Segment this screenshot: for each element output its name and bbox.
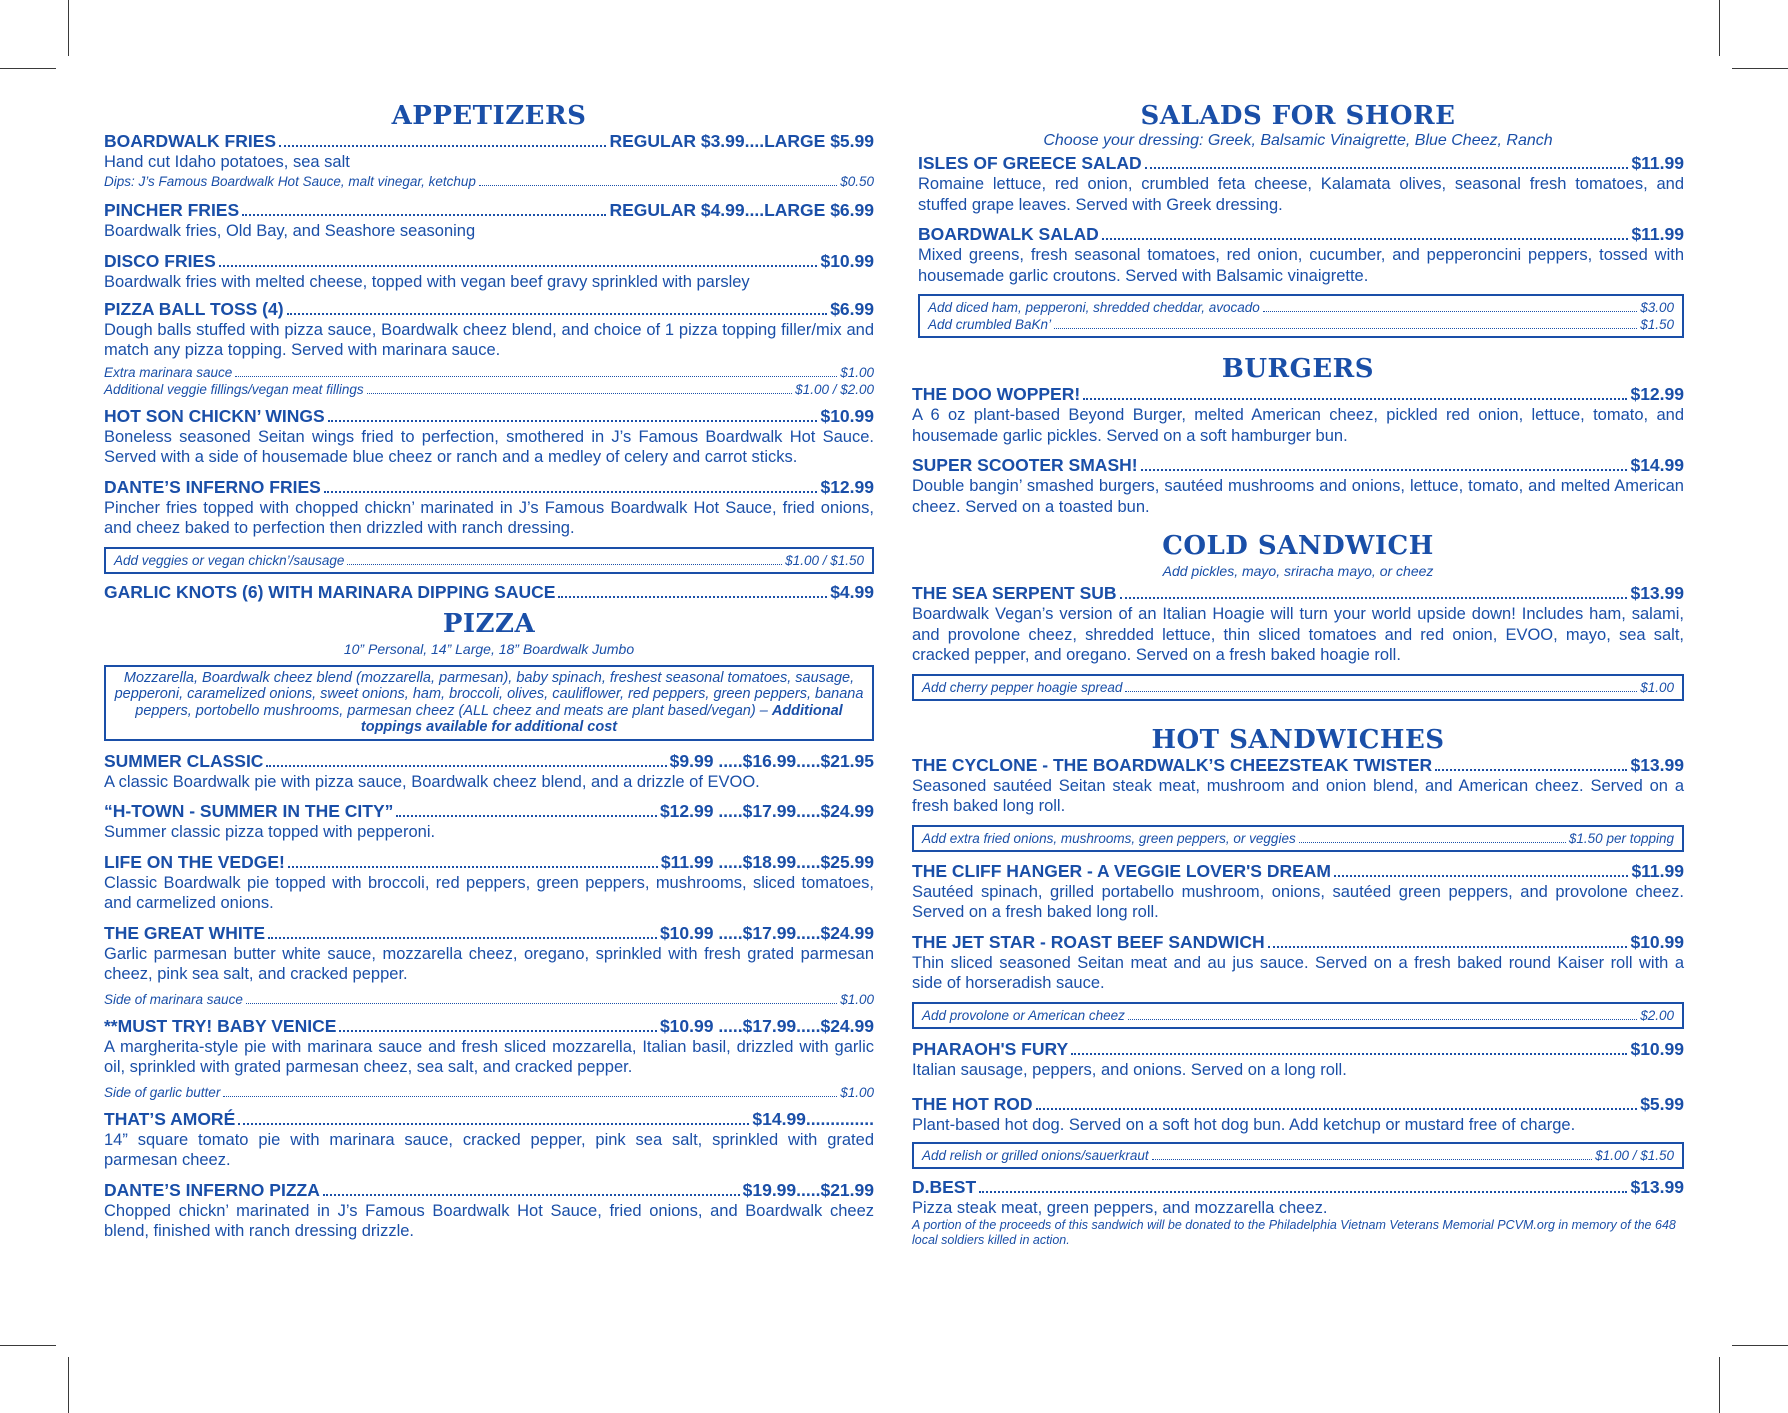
item-description: Pizza steak meat, green peppers, and mozzarella cheez.	[912, 1198, 1328, 1217]
item-name: **MUST TRY! BABY VENICE	[104, 1015, 337, 1036]
item-price: $11.99	[1631, 224, 1684, 244]
dot-leader	[1263, 311, 1637, 312]
item-description: Plant-based hot dog. Served on a soft hot dog bun. Add ketchup or mustard free of charge.	[912, 1116, 1576, 1134]
dot-leader	[558, 596, 827, 598]
item-price: $12.99	[1630, 384, 1684, 404]
menu-item-the-cyclone	[912, 755, 1684, 817]
addon-label: Add provolone or American cheez	[922, 1007, 1125, 1023]
menu-item-sea-serpent-sub	[912, 583, 1684, 666]
item-header	[104, 751, 874, 772]
item-name: PIZZA BALL TOSS (4)	[104, 298, 284, 319]
salads-addon-box	[918, 294, 1684, 338]
addon-label: Side of garlic butter	[104, 1084, 221, 1100]
addon-price: $1.00	[840, 364, 874, 380]
dot-leader	[1152, 1159, 1593, 1160]
menu-item-d-best	[912, 1177, 1684, 1249]
item-header	[912, 384, 1684, 405]
item-name: THE DOO WOPPER!	[912, 384, 1081, 404]
item-price: REGULAR $3.99....LARGE $5.99	[609, 131, 874, 151]
addon-label: Add crumbled BaKn’	[928, 317, 1052, 332]
appetizers-heading: APPETIZERS	[391, 101, 587, 131]
item-name: SUPER SCOOTER SMASH!	[912, 455, 1138, 475]
item-header	[912, 1039, 1684, 1060]
item-name: PHARAOH'S FURY	[912, 1038, 1069, 1059]
addon-label: Add diced ham, pepperoni, shredded cheddar, avocado	[928, 300, 1260, 315]
item-description: Double bangin’ smashed burgers, sautéed mushrooms and onions, lettuce, tomato, and melted American cheez. Served on a toasted bun.	[912, 477, 1684, 516]
item-price: $13.99	[1630, 754, 1684, 775]
salads-dressing-note: Choose your dressing: Greek, Balsamic Vinaigrette, Blue Cheez, Ranch	[1043, 132, 1553, 149]
dot-leader	[1125, 691, 1637, 692]
item-description: Mixed greens, fresh seasonal tomatoes, red onion, cucumber, and pepperoncini peppers, tossed with housemade garlic croutons. Served with Balsamic vinaigrette.	[918, 246, 1684, 285]
addon-label: Additional veggie fillings/vegan meat fillings	[104, 381, 364, 397]
menu-item-boardwalk-fries	[104, 131, 874, 190]
addon-row	[922, 679, 1674, 696]
addon-row	[922, 1007, 1674, 1024]
addon-price: $0.50	[840, 173, 874, 189]
hot-addon-box-2	[912, 1002, 1684, 1029]
addon-price: $1.00 / $1.50	[785, 552, 864, 568]
item-header	[104, 477, 874, 498]
dot-leader	[268, 937, 657, 939]
menu-item-hot-rod	[912, 1094, 1684, 1136]
addon-row	[104, 991, 874, 1008]
addon-row	[922, 1147, 1674, 1164]
item-price: $10.99 .....$17.99.....$24.99	[659, 1015, 874, 1036]
item-header	[912, 1094, 1684, 1115]
item-description: Pincher fries topped with chopped chickn’ marinated in J’s Famous Boardwalk Hot Sauce, fried onions, and cheez baked to perfection then drizzled with ranch dressing.	[104, 498, 874, 537]
dot-leader	[242, 214, 606, 216]
item-header	[104, 299, 874, 320]
item-price: $4.99	[830, 581, 874, 602]
dot-leader	[1268, 946, 1628, 948]
dot-leader	[339, 1030, 657, 1032]
addon-row	[104, 173, 874, 190]
burgers-heading: BURGERS	[1221, 354, 1375, 384]
menu-item-life-on-the-vedge	[104, 852, 874, 914]
item-name: BOARDWALK FRIES	[104, 131, 277, 151]
addon-price: $1.00 / $1.50	[1595, 1147, 1674, 1163]
item-name: LIFE ON THE VEDGE!	[104, 851, 285, 872]
item-description: Dough balls stuffed with pizza sauce, Boardwalk cheez blend, and choice of 1 pizza topping filler/mix and match any pizza topping. Served with marinara sauce.	[104, 320, 874, 359]
item-header	[912, 455, 1684, 476]
cold-sandwich-heading: COLD SANDWICH	[1162, 531, 1434, 561]
cold-addon-box	[912, 674, 1684, 701]
item-name: SUMMER CLASSIC	[104, 750, 264, 771]
menu-item-pincher-fries	[104, 200, 874, 242]
dot-leader	[367, 393, 793, 394]
addon-price: $1.00	[840, 1084, 874, 1100]
item-description: Chopped chickn’ marinated in J’s Famous Boardwalk Hot Sauce, fried onions, and Boardwalk cheez blend, finished with ranch dressing drizzle.	[104, 1201, 874, 1240]
hot-sandwiches-heading: HOT SANDWICHES	[1151, 724, 1445, 755]
menu-item-baby-venice	[104, 1016, 874, 1101]
dot-leader	[1334, 875, 1628, 877]
addon-price: $1.00	[840, 991, 874, 1007]
item-description: Classic Boardwalk pie topped with broccoli, red peppers, green peppers, mushrooms, sliced tomatoes, and carmelized onions.	[104, 873, 874, 912]
dot-leader	[347, 564, 782, 565]
item-description: A classic Boardwalk pie with pizza sauce, Boardwalk cheez blend, and a drizzle of EVOO.	[104, 772, 760, 791]
item-price: $9.99 .....$16.99.....$21.95	[669, 750, 874, 771]
donation-note: A portion of the proceeds of this sandwich will be donated to the Philadelphia Vietnam Veterans Memorial PCVM.org in memory of the 648 local soldiers killed in action.	[912, 1218, 1676, 1247]
dot-leader	[1145, 167, 1629, 169]
menu-item-isles-of-greece	[912, 153, 1684, 215]
item-price: REGULAR $4.99....LARGE $6.99	[609, 199, 874, 220]
item-header	[912, 861, 1684, 882]
item-price: $12.99	[820, 476, 874, 497]
item-name: BOARDWALK SALAD	[918, 224, 1099, 244]
item-description: Garlic parmesan butter white sauce, mozzarella cheez, oregano, sprinkled with fresh grated parmesan cheez, pink sea salt, and cracked pepper.	[104, 944, 874, 983]
addon-price: $1.00 / $2.00	[795, 381, 874, 397]
addon-row	[104, 381, 874, 398]
item-description: Boardwalk fries with melted cheese, topped with vegan beef gravy sprinkled with parsley	[104, 273, 750, 291]
dot-leader	[1299, 842, 1566, 843]
item-name: THE JET STAR - ROAST BEEF SANDWICH	[912, 931, 1265, 952]
addon-label: Add cherry pepper hoagie spread	[922, 679, 1123, 695]
menu-item-great-white	[104, 923, 874, 1008]
pizza-sizes: 10” Personal, 14” Large, 18” Boardwalk Jumbo	[343, 640, 635, 657]
item-name: GARLIC KNOTS (6) WITH MARINARA DIPPING SAUCE	[104, 581, 556, 602]
dot-leader	[288, 866, 658, 868]
crop-mark	[68, 1357, 69, 1413]
addon-label: Add relish or grilled onions/sauerkraut	[922, 1147, 1149, 1163]
item-description: 14” square tomato pie with marinara sauce, cracked pepper, pink sea salt, sprinkled with grated parmesan cheez.	[104, 1130, 874, 1169]
toppings-text	[114, 670, 864, 736]
item-price: $11.99 .....$18.99.....$25.99	[660, 851, 874, 872]
dot-leader	[238, 1123, 749, 1125]
cold-sandwich-note: Add pickles, mayo, sriracha mayo, or cheez	[1162, 563, 1434, 579]
item-name: DANTE’S INFERNO PIZZA	[104, 1179, 320, 1200]
menu-item-disco-fries	[104, 251, 874, 293]
item-description: A margherita-style pie with marinara sauce and fresh sliced mozzarella, Italian basil, drizzled with garlic oil, sprinkled with grated parmesan cheez, sea salt, and cracked pepper.	[104, 1037, 874, 1076]
menu-item-super-scooter-smash	[912, 455, 1684, 517]
dot-leader	[279, 145, 606, 147]
item-header	[104, 200, 874, 221]
item-description: Sautéed spinach, grilled portabello mushroom, onions, sautéed green peppers, and provolone cheez. Served on a fresh baked long roll.	[912, 882, 1684, 921]
dot-leader	[1435, 769, 1627, 771]
dot-leader	[287, 313, 828, 315]
item-price: $12.99 .....$17.99.....$24.99	[659, 801, 874, 821]
item-header	[104, 923, 874, 944]
crop-mark	[1719, 1357, 1720, 1413]
item-description: Seasoned sautéed Seitan steak meat, mushroom and onion blend, and American cheez. Served on a fresh baked long roll.	[912, 776, 1684, 815]
crop-mark	[1732, 68, 1788, 69]
item-price: $11.99	[1631, 860, 1684, 881]
dot-leader	[1128, 1019, 1637, 1020]
item-name: THE SEA SERPENT SUB	[912, 583, 1117, 603]
appetizers-addon-box	[104, 547, 874, 574]
item-price: $19.99.....$21.99	[742, 1179, 874, 1200]
addon-row	[104, 1084, 874, 1101]
item-description: Romaine lettuce, red onion, crumbled feta cheese, Kalamata olives, seasonal fresh tomatoes, and stuffed grape leaves. Served with Greek dressing.	[918, 175, 1684, 214]
item-header	[912, 932, 1684, 953]
addon-row	[928, 299, 1674, 316]
item-header	[104, 801, 874, 822]
dot-leader	[479, 185, 837, 186]
dot-leader	[323, 1194, 740, 1196]
item-description: A 6 oz plant-based Beyond Burger, melted American cheez, pickled red onion, lettuce, tomato, and housemade garlic pickles. Served on a soft hamburger bun.	[912, 406, 1684, 445]
item-header	[912, 755, 1684, 776]
addon-label: Dips: J’s Famous Boardwalk Hot Sauce, malt vinegar, ketchup	[104, 173, 476, 189]
menu-item-doo-wopper	[912, 384, 1684, 446]
toppings-list: Mozzarella, Boardwalk cheez blend (mozzarella, parmesan), baby spinach, freshest seasonal tomatoes, sausage, pepperoni, caramelized onions, sweet onions, ham, broccoli, olives, cauliflower, red peppers, green peppers, banana peppers, portobello mushrooms, parmesan cheez (ALL cheez and meats are plant based/vegan) –	[114, 669, 864, 719]
crop-mark	[0, 68, 56, 69]
menu-item-cliff-hanger	[912, 861, 1684, 923]
dot-leader	[324, 491, 818, 493]
item-name: HOT SON CHICKN’ WINGS	[104, 405, 325, 426]
item-header	[912, 1177, 1684, 1198]
item-price: $11.99	[1631, 153, 1684, 173]
item-header	[104, 1109, 874, 1130]
item-description: Italian sausage, peppers, and onions. Served on a long roll.	[912, 1060, 1347, 1079]
item-header	[104, 251, 874, 272]
dot-leader	[396, 815, 657, 817]
item-header	[104, 582, 874, 603]
item-price: $13.99	[1630, 583, 1684, 603]
item-name: PINCHER FRIES	[104, 199, 240, 220]
addon-row	[104, 364, 874, 381]
item-name: D.BEST	[912, 1176, 977, 1197]
item-price: $10.99	[1630, 931, 1684, 952]
hot-addon-box-1	[912, 825, 1684, 852]
dot-leader	[328, 420, 818, 422]
menu-item-dantes-inferno-pizza	[104, 1180, 874, 1242]
addon-label: Add extra fried onions, mushrooms, green peppers, or veggies	[922, 830, 1296, 846]
addon-row	[922, 830, 1674, 847]
dot-leader	[979, 1191, 1627, 1193]
addon-row	[928, 316, 1674, 333]
pizza-heading: PIZZA	[442, 608, 536, 639]
dot-leader	[219, 265, 818, 267]
crop-mark	[1732, 1345, 1788, 1346]
salads-heading: SALADS FOR SHORE	[1140, 101, 1456, 131]
dot-leader	[1141, 469, 1628, 471]
item-header	[104, 1180, 874, 1201]
item-price: $14.99	[1630, 455, 1684, 475]
addon-row	[114, 552, 864, 569]
addon-price: $1.50	[1640, 317, 1674, 332]
addon-label: Side of marinara sauce	[104, 991, 243, 1007]
item-name: DISCO FRIES	[104, 251, 216, 271]
hot-addon-box-3	[912, 1142, 1684, 1169]
item-name: THE GREAT WHITE	[104, 922, 266, 943]
menu-item-boardwalk-salad	[912, 224, 1684, 286]
dot-leader	[1071, 1053, 1627, 1055]
item-price: $6.99	[830, 298, 874, 319]
menu-item-pharaohs-fury	[912, 1039, 1684, 1081]
dot-leader	[1083, 398, 1627, 400]
item-price: $13.99	[1630, 1176, 1684, 1197]
menu-item-pizza-ball-toss	[104, 299, 874, 398]
menu-item-h-town	[104, 801, 874, 843]
item-name: THE CLIFF HANGER - A VEGGIE LOVER'S DREAM	[912, 860, 1331, 881]
crop-mark	[1719, 0, 1720, 56]
dot-leader	[1120, 597, 1628, 599]
item-header	[104, 852, 874, 873]
dot-leader	[266, 765, 666, 767]
item-header	[104, 1016, 874, 1037]
item-description: Boardwalk fries, Old Bay, and Seashore seasoning	[104, 221, 476, 240]
item-description: Hand cut Idaho potatoes, sea salt	[104, 153, 350, 171]
item-price: $5.99	[1640, 1094, 1684, 1114]
item-name: “H-TOWN - SUMMER IN THE CITY”	[104, 801, 394, 821]
item-header	[918, 153, 1684, 174]
item-name: ISLES OF GREECE SALAD	[918, 153, 1142, 173]
menu-item-summer-classic	[104, 751, 874, 793]
addon-price: $3.00	[1640, 300, 1674, 315]
menu-item-dantes-inferno-fries	[104, 477, 874, 539]
menu-item-hot-son-wings	[104, 406, 874, 468]
left-column	[104, 101, 874, 1242]
dot-leader	[246, 1003, 837, 1004]
item-price: $10.99	[820, 405, 874, 426]
item-header	[104, 131, 874, 152]
item-name: DANTE’S INFERNO FRIES	[104, 476, 321, 497]
item-name: THAT’S AMORÉ	[104, 1108, 236, 1129]
dot-leader	[1102, 238, 1629, 240]
dot-leader	[1054, 328, 1637, 329]
item-price: $10.99	[820, 251, 874, 271]
item-description: Summer classic pizza topped with pepperoni.	[104, 823, 436, 841]
item-price: $10.99 .....$17.99.....$24.99	[659, 922, 874, 943]
menu-item-garlic-knots	[104, 582, 874, 603]
menu-item-thats-amore	[104, 1109, 874, 1171]
dot-leader	[235, 376, 837, 377]
dot-leader	[1036, 1108, 1638, 1110]
item-header	[918, 224, 1684, 245]
addon-price: $1.00	[1640, 679, 1674, 695]
crop-mark	[68, 0, 69, 56]
addon-label: Add veggies or vegan chickn’/sausage	[114, 552, 345, 568]
pizza-toppings-box	[104, 665, 874, 741]
item-price: $14.99..............	[752, 1108, 874, 1129]
item-description: Boardwalk Vegan’s version of an Italian Hoagie will turn your world upside down! Includes ham, salami, and provolone cheez, shredded lettuce, thin sliced tomatoes and red onion, EVOO, mayo, sea salt, cracked pepper, and oregano. Served on a fresh baked hoagie roll.	[912, 605, 1684, 664]
addon-price: $1.50 per topping	[1568, 830, 1674, 846]
addon-label: Extra marinara sauce	[104, 364, 233, 380]
item-header	[912, 583, 1684, 604]
item-name: THE HOT ROD	[912, 1094, 1033, 1114]
dot-leader	[223, 1096, 837, 1097]
item-name: THE CYCLONE - THE BOARDWALK’S CHEEZSTEAK TWISTER	[912, 754, 1433, 775]
item-description: Boneless seasoned Seitan wings fried to perfection, smothered in J’s Famous Boardwalk Hot Sauce. Served with a side of housemade blue cheez or ranch and a medley of celery and carrot sticks.	[104, 427, 874, 466]
toppings-note: Additional toppings available for additional cost	[360, 702, 843, 735]
addon-price: $2.00	[1640, 1007, 1674, 1023]
item-header	[104, 406, 874, 427]
menu-item-jet-star	[912, 932, 1684, 994]
item-price: $10.99	[1630, 1038, 1684, 1059]
crop-mark	[0, 1345, 56, 1346]
item-description: Thin sliced seasoned Seitan meat and au jus sauce. Served on a fresh baked round Kaiser roll with a side of horseradish sauce.	[912, 953, 1684, 992]
right-column	[912, 101, 1684, 1248]
